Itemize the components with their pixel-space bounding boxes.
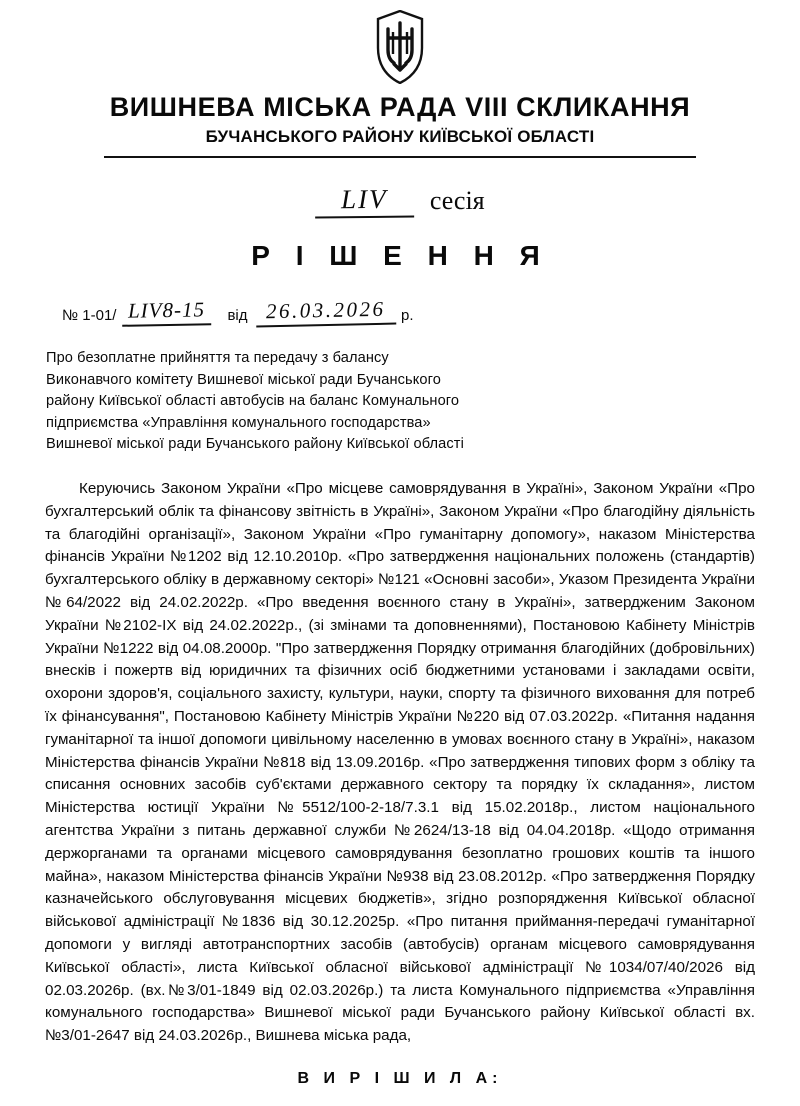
- date-value: 26.03.2026: [255, 297, 395, 328]
- number-date-row: [62, 298, 800, 326]
- preamble-paragraph: Керуючись Законом України «Про місцеве самоврядування в Україні», Законом України «Про бухгалтерський облік та фінансову звітність в Україні», Законом України «Про благодійну діяльність та благодійні організації», Законом України «Про гуманітарну допомогу», наказом Міністерства фінансів України №1202 від 12.10.2010р. «Про затвердження національних положень (стандартів) бухгалтерського обліку в державному секторі» №121 «Основні засоби», Указом Президента України №64/2022 від 24.02.2022р. «Про введення воєнного стану в Україні», затвердженим Законом України №2102-IX від 24.02.2022р., (зі змінами та доповненнями), Постановою Кабінету Міністрів України №1222 від 04.08.2000р. "Про затвердження Порядку отримання благодійних (добровільних) внесків і пожертв від юридичних та фізичних осіб бюджетними установами і закладами освіти, охорони здоров'я, соціального захисту, культури, науки, спорту та фізичного виховання для потреб їх фінансування", Постановою Кабінету Міністрів України №220 від 07.03.2022р. «Питання надання гуманітарної та іншої допомоги цивільному населенню в умовах воєнного стану в Україні», наказом Міністерства фінансів України №818 від 13.09.2016р. «Про затвердження типових форм з обліку та списання основних засобів суб'єктами державного сектору та порядку їх складання», листом Міністерства юстиції України №5512/100-2-18/7.3.1 від 15.02.2018р., листом національного агентства України з питань державної служби №2624/13-18 від 04.04.2018р. «Щодо отримання держорганами та органами місцевого самоврядування безоплатно грошових коштів та іншого майна», наказом Міністерства фінансів України №938 від 23.08.2012р. «Про затвердження Порядку казначейського обслуговування місцевих бюджетів», згідно розпорядження Київської обласної військової адміністрації №1836 від 30.12.2025р. «Про питання приймання-передачі гуманітарної допомоги у вигляді автотранспортних засобів (автобусів) органам місцевого самоврядування Київської області», листа Київської обласної військової адміністрації №1034/07/40/2026 від 02.03.2026р. (вх.№3/01-1849 від 02.03.2026р.) та листа Комунального підприємства «Управління комунального господарства» Вишневої міської ради Бучанського району Київської області вх. №3/01-2647 від 24.03.2026р., Вишнева міська рада,: [45, 479, 755, 1045]
- ukraine-trident-emblem: [373, 10, 427, 84]
- decision-heading: Р І Ш Е Н Н Я: [251, 240, 549, 271]
- organization-title: ВИШНЕВА МІСЬКА РАДА VIII СКЛИКАННЯ: [109, 92, 691, 122]
- resolved-heading: В И Р І Ш И Л А:: [297, 1069, 503, 1087]
- document-body: [45, 478, 755, 1048]
- emblem-container: [0, 0, 800, 84]
- date-label: від: [227, 307, 248, 324]
- document-subject: Про безоплатне прийняття та передачу з балансу Виконавчого комітету Вишневої міської ради Бучанського району Київської області автобусів на баланс Комунального підприємства «Управління комунального господарства» Вишневої міської ради Бучанського району Київської області: [46, 350, 464, 453]
- session-label: сесія: [429, 186, 485, 215]
- year-suffix: р.: [401, 307, 414, 324]
- number-value: LIV8-15: [122, 297, 211, 327]
- header-divider: [104, 156, 696, 158]
- organization-subtitle: БУЧАНСЬКОГО РАЙОНУ КИЇВСЬКОЇ ОБЛАСТІ: [205, 127, 595, 146]
- session-line: [0, 184, 800, 218]
- session-number: LIV: [315, 183, 414, 218]
- number-label: № 1-01/: [62, 307, 117, 324]
